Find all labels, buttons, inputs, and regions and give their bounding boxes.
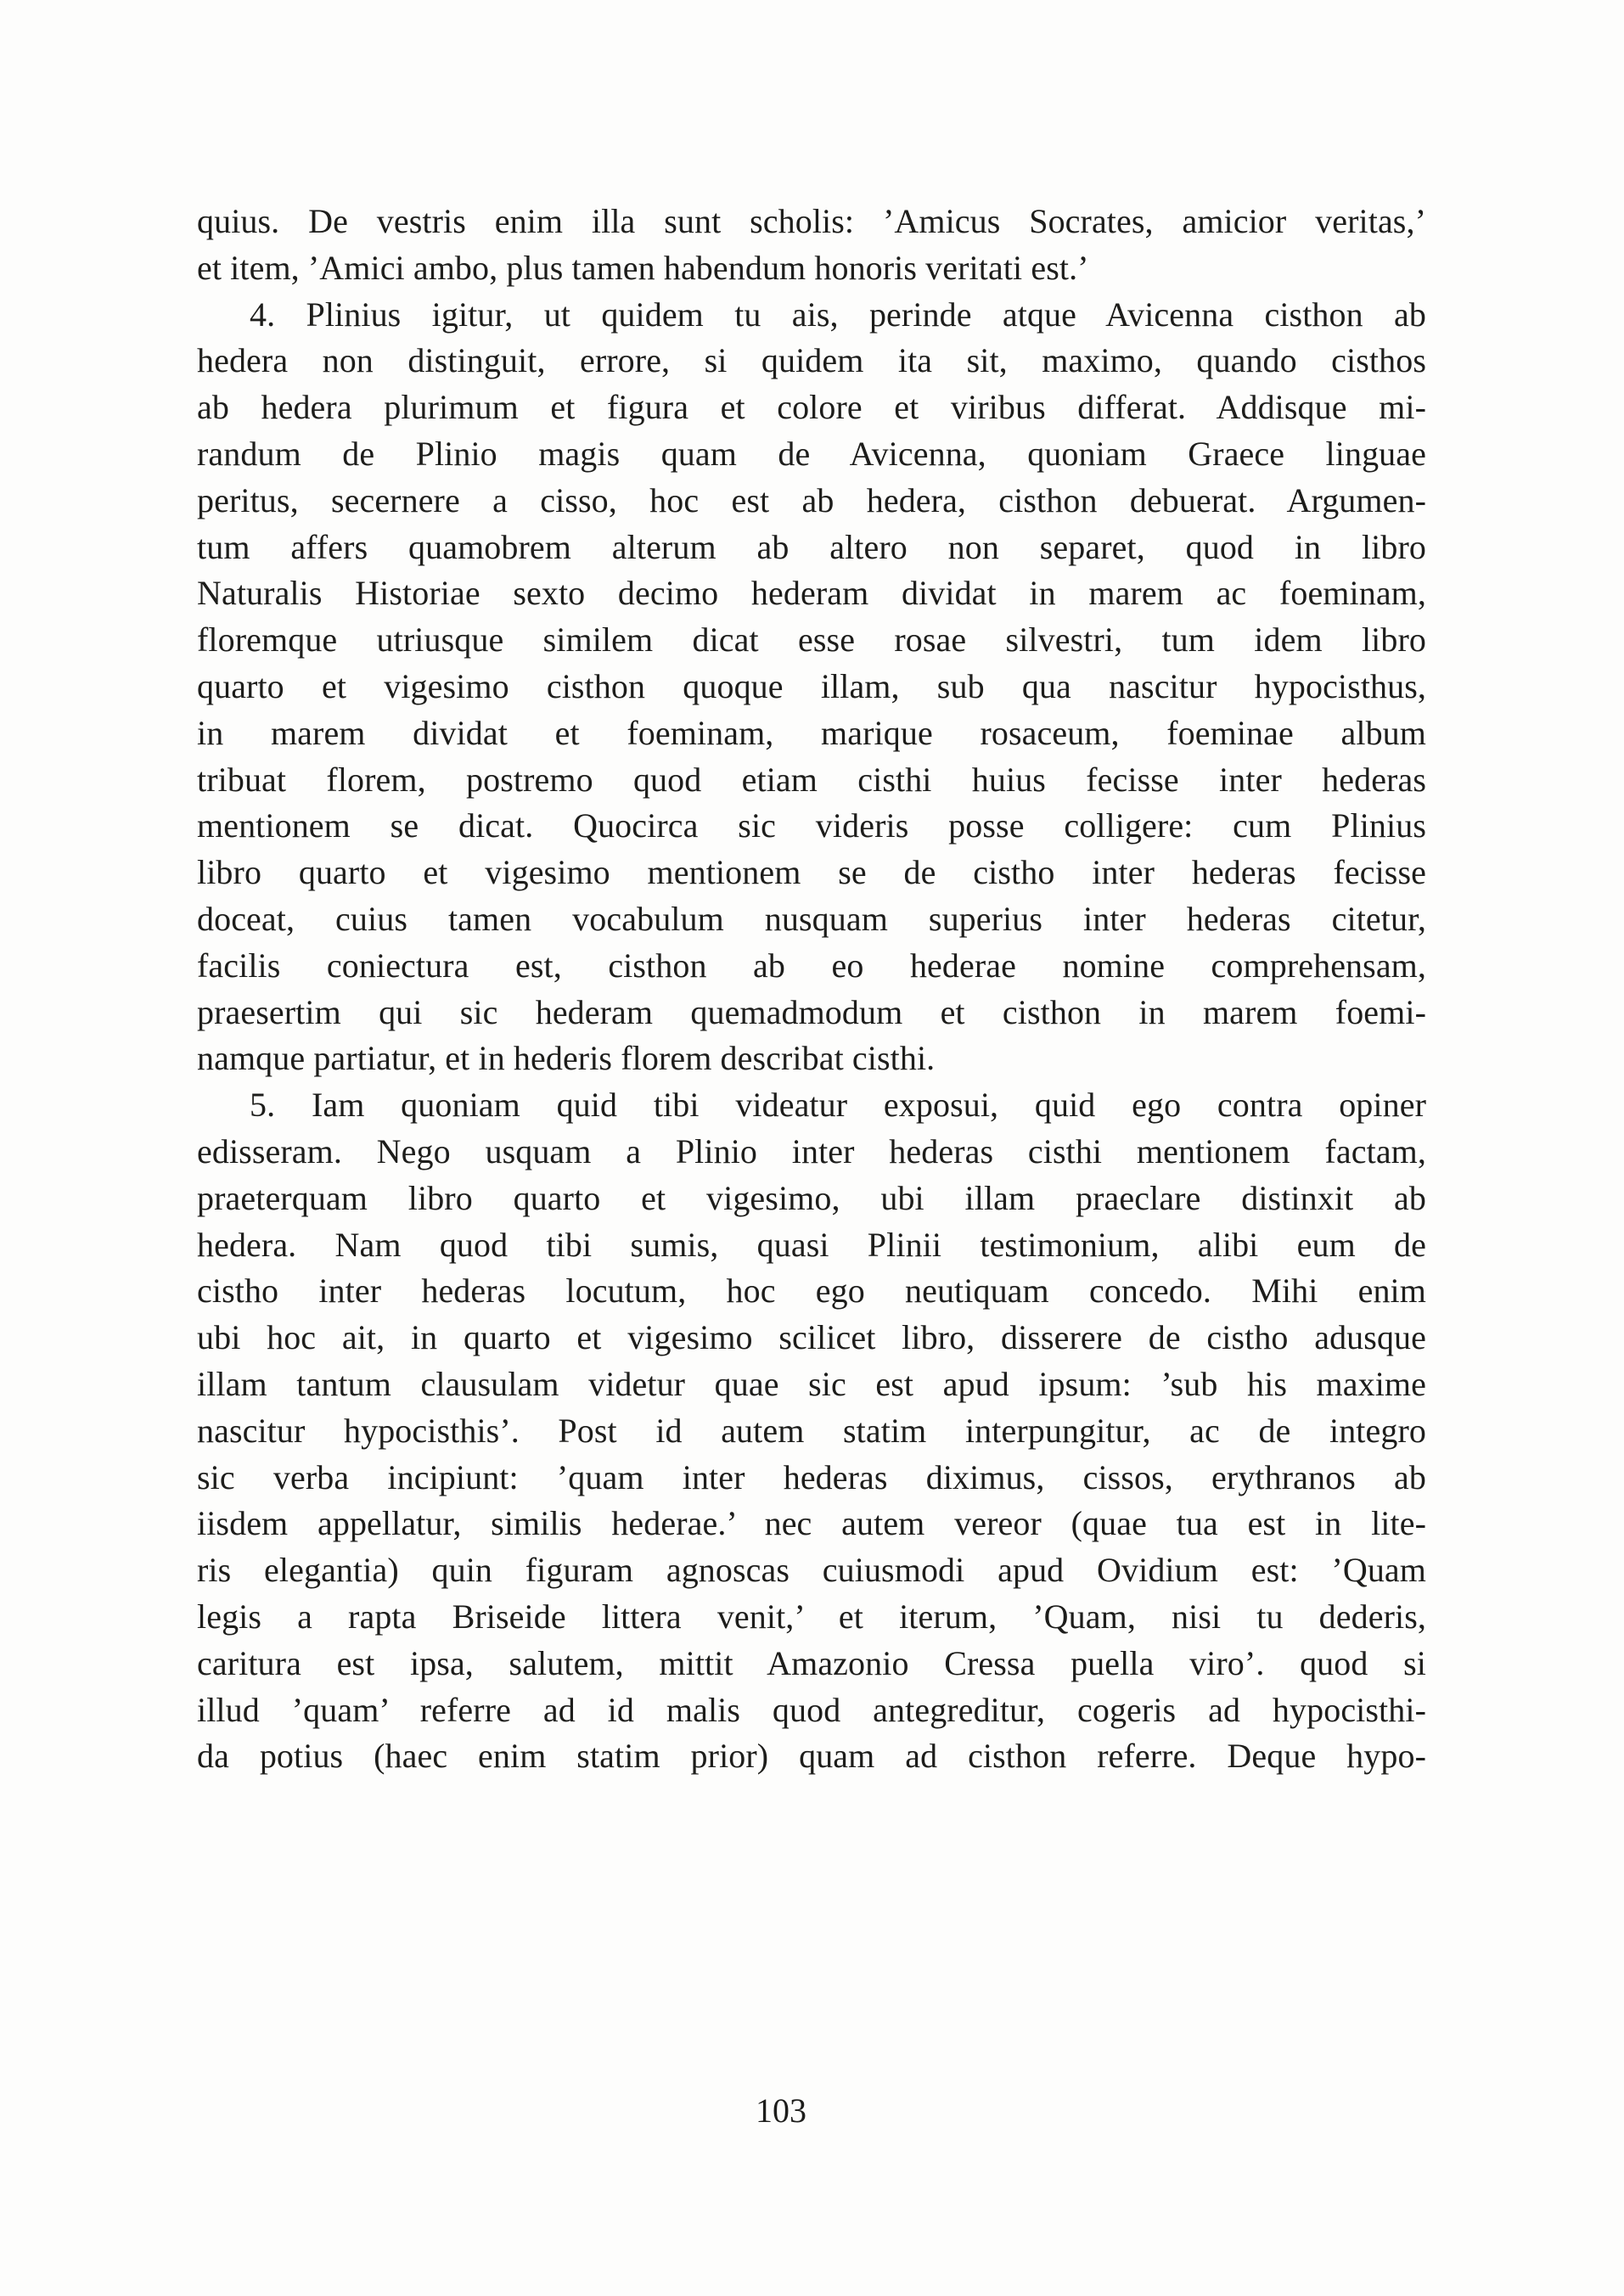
text-line: randum de Plinio magis quam de Avicenna, quoniam Graece linguae	[197, 434, 1426, 473]
text-line: 4. Plinius igitur, ut quidem tu ais, perinde atque Avicenna cisthon ab	[250, 295, 1426, 334]
text-line: edisseram. Nego usquam a Plinio inter hederas cisthi mentionem factam,	[197, 1131, 1426, 1170]
text-line: doceat, cuius tamen vocabulum nusquam superius inter hederas citetur,	[197, 899, 1426, 938]
text-line: praesertim qui sic hederam quemadmodum et cisthon in marem foemi-	[197, 992, 1426, 1031]
text-line: quius. De vestris enim illa sunt scholis: ’Amicus Socrates, amicior veritas,’	[197, 202, 1426, 240]
text-line: Naturalis Historiae sexto decimo hederam dividat in marem ac foeminam,	[197, 574, 1426, 613]
text-line: nascitur hypocisthis’. Post id autem statim interpungitur, ac de integro	[197, 1411, 1426, 1450]
text-line: facilis coniectura est, cisthon ab eo hederae nomine comprehensam,	[197, 946, 1426, 985]
text-line: praeterquam libro quarto et vigesimo, ubi illam praeclare distinxit ab	[197, 1178, 1426, 1217]
text-line: quarto et vigesimo cisthon quoque illam, sub qua nascitur hypocisthus,	[197, 666, 1426, 705]
text-line: iisdem appellatur, similis hederae.’ nec autem vereor (quae tua est in lite-	[197, 1504, 1426, 1543]
text-line: caritura est ipsa, salutem, mittit Amazonio Cressa puella viro’. quod si	[197, 1643, 1426, 1682]
text-line: da potius (haec enim statim prior) quam ad cisthon referre. Deque hypo-	[197, 1737, 1426, 1776]
text-line: namque partiatur, et in hederis florem describat cisthi.	[197, 1039, 936, 1078]
text-line: illam tantum clausulam videtur quae sic est apud ipsum: ’sub his maxime	[197, 1364, 1426, 1403]
text-line: illud ’quam’ referre ad id malis quod antegreditur, cogeris ad hypocisthi-	[197, 1690, 1426, 1729]
text-line: floremque utriusque similem dicat esse rosae silvestri, tum idem libro	[197, 620, 1426, 660]
text-line: ab hedera plurimum et figura et colore et viribus differat. Addisque mi-	[197, 388, 1426, 427]
text-line: ubi hoc ait, in quarto et vigesimo scilicet libro, disserere de cistho adusque	[197, 1318, 1426, 1357]
text-line: hedera non distinguit, errore, si quidem ita sit, maximo, quando cisthos	[197, 341, 1426, 380]
text-line: tribuat florem, postremo quod etiam cisthi huius fecisse inter hederas	[197, 760, 1426, 799]
text-line: tum affers quamobrem alterum ab altero non separet, quod in libro	[197, 527, 1426, 566]
text-line: legis a rapta Briseide littera venit,’ et iterum, ’Quam, nisi tu dederis,	[197, 1597, 1426, 1636]
text-line: peritus, secernere a cisso, hoc est ab hedera, cisthon debuerat. Argumen-	[197, 480, 1426, 519]
text-line: mentionem se dicat. Quocirca sic videris posse colligere: cum Plinius	[197, 806, 1426, 845]
text-line: cistho inter hederas locutum, hoc ego neutiquam concedo. Mihi enim	[197, 1272, 1426, 1311]
page-text-block	[197, 199, 1426, 1780]
text-line: hedera. Nam quod tibi sumis, quasi Plinii testimonium, alibi eum de	[197, 1225, 1426, 1264]
text-line: libro quarto et vigesimo mentionem se de cistho inter hederas fecisse	[197, 853, 1426, 892]
text-line: ris elegantia) quin figuram agnoscas cuiusmodi apud Ovidium est: ’Quam	[197, 1551, 1426, 1590]
text-line: sic verba incipiunt: ’quam inter hederas diximus, cissos, erythranos ab	[197, 1457, 1426, 1496]
text-line: 5. Iam quoniam quid tibi videatur exposui, quid ego contra opiner	[250, 1086, 1426, 1125]
page-number: 103	[756, 2091, 806, 2130]
paragraph-continuation	[197, 199, 1426, 292]
paragraph-5	[197, 1082, 1426, 1780]
text-line: et item, ’Amici ambo, plus tamen habendum honoris veritati est.’	[197, 248, 1089, 287]
text-line: in marem dividat et foeminam, marique rosaceum, foeminae album	[197, 713, 1426, 752]
paragraph-4	[197, 292, 1426, 1083]
